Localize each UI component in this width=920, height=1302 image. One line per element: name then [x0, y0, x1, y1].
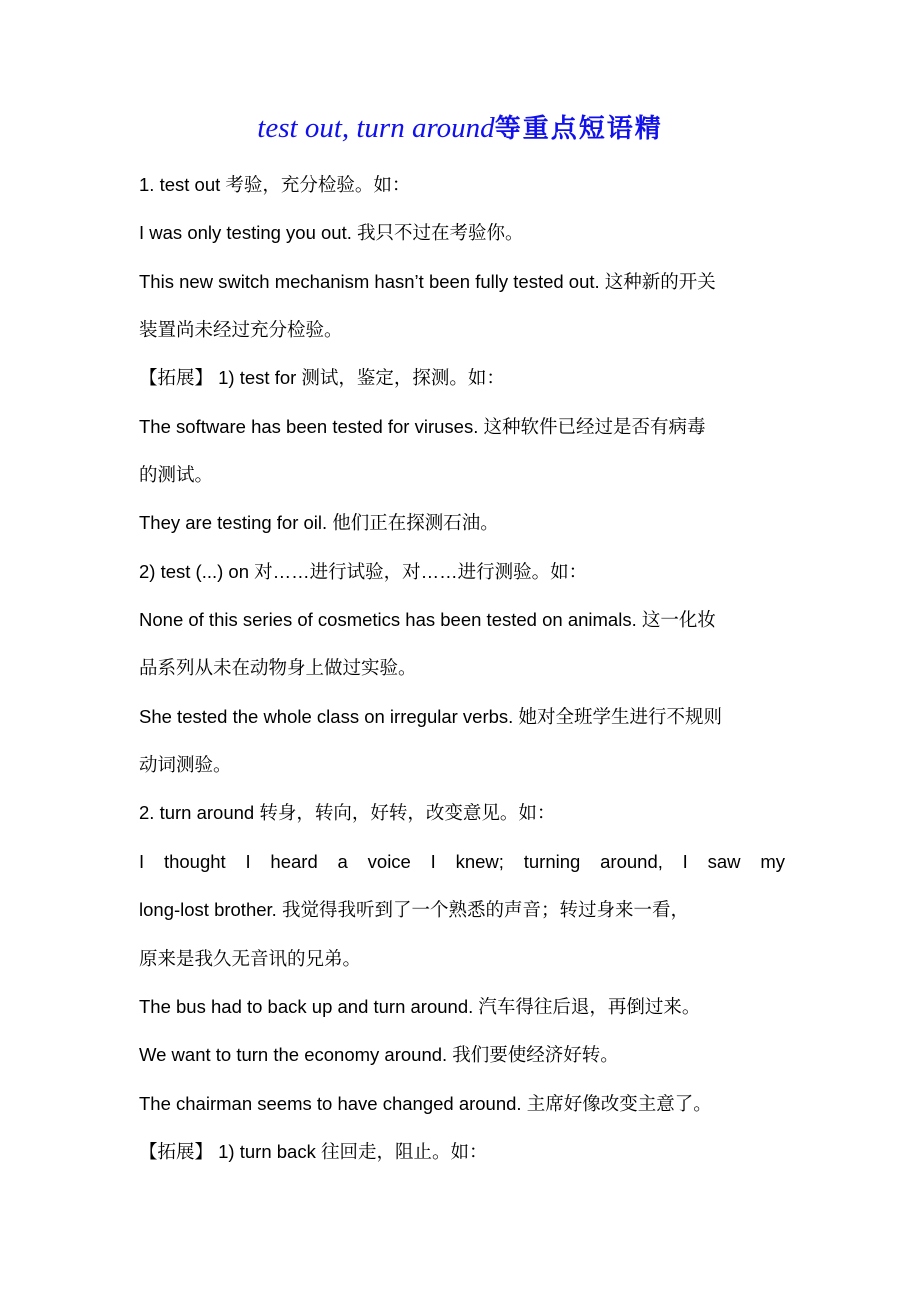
document-title — [0, 108, 920, 145]
text-line: 2) test (...) on 对……进行试验，对……进行测验。如： — [139, 560, 588, 582]
text-line: The bus had to back up and turn around. 汽车得往后退，再倒过来。 — [139, 995, 701, 1017]
text-line: I was only testing you out. 我只不过在考验你。 — [139, 222, 524, 244]
title-chinese: 等重点短语精 — [494, 114, 663, 144]
text-line: The chairman seems to have changed around. 主席好像改变主意了。 — [139, 1092, 712, 1114]
document-body — [139, 171, 785, 1186]
title-english: test out, turn around — [257, 112, 495, 144]
text-line: 1. test out 考验，充分检验。如： — [139, 174, 411, 195]
text-line: 【拓展】 1) turn back 往回走，阻止。如： — [139, 1140, 488, 1162]
text-line: 装置尚未经过充分检验。 — [139, 319, 343, 341]
text-line: 【拓展】 1) test for 测试，鉴定，探测。如： — [139, 367, 505, 389]
text-line: We want to turn the economy around. 我们要使经济好转。 — [139, 1044, 619, 1066]
text-line: 的测试。 — [139, 464, 214, 486]
text-line: I thought I heard a voice I knew; turning around, I saw my — [139, 850, 785, 872]
text-line: None of this series of cosmetics has been tested on animals. 这一化妆 — [139, 609, 716, 631]
text-line: 原来是我久无音讯的兄弟。 — [139, 947, 362, 969]
text-line: They are testing for oil. 他们正在探测石油。 — [139, 512, 499, 534]
text-line: long-lost brother. 我觉得我听到了一个熟悉的声音；转过身来一看， — [139, 899, 689, 921]
text-line: She tested the whole class on irregular verbs. 她对全班学生进行不规则 — [139, 705, 722, 727]
text-line: 品系列从未在动物身上做过实验。 — [139, 657, 417, 679]
text-line: The software has been tested for viruses. 这种软件已经过是否有病毒 — [139, 415, 706, 437]
text-line: 2. turn around 转身，转向，好转，改变意见。如： — [139, 802, 556, 824]
text-line: This new switch mechanism hasn’t been fully tested out. 这种新的开关 — [139, 270, 716, 292]
text-line: 动词测验。 — [139, 754, 232, 776]
